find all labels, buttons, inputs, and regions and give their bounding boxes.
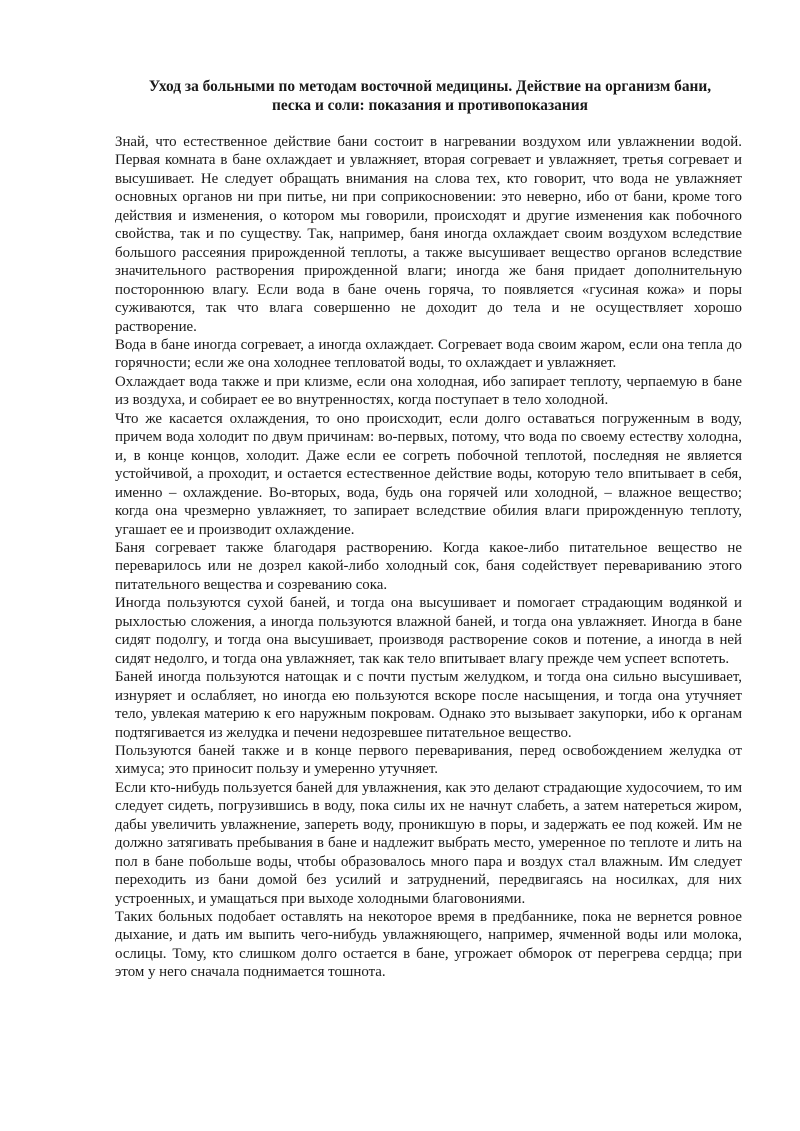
paragraph-8: Пользуются баней также и в конце первого переваривания, перед освобождением желудка от химуса; это приносит пользу и умеренно утучняет. (115, 742, 742, 778)
paragraph-10: Таких больных подобает оставлять на некоторое время в предбаннике, пока не вернется ровное дыхание, и дать им выпить чего-нибудь увлажняющего, например, ячменной воды или молока, ослицы. Тому, кто слишком долго остается в бане, угрожает обморок от перегрева сердца; при этом у него сначала поднимается тошнота. (115, 909, 742, 981)
paragraph-7: Баней иногда пользуются натощак и с почти пустым желудком, и тогда она сильно высушивает, изнуряет и ослабляет, но иногда ею пользуются вскоре после насыщения, и тогда она утучняет тело, увлекая материю к его наружным покровам. Однако это вызывает закупорки, ибо к органам подтягивается из желудка и печени недозревшее питательное вещество. (115, 669, 742, 741)
paragraph-4: Что же касается охлаждения, то оно происходит, если долго оставаться погруженным в воду, причем вода холодит по двум причинам: во-первых, потому, что вода по своему естеству холодна, и, в конце концов, холодит. Даже если ее согреть побочной теплотой, последняя не является устойчивой, а проходит, и остается естественное действие воды, которую тело впитывает в себя, именно – охлаждение. Во-вторых, вода, будь она горячей или холодной, – влажное вещество; когда она чрезмерно увлажняет, то запирает вследствие обилия влаги прирожденную теплоту, угашает ее и производит охлаждение. (115, 410, 742, 538)
paragraph-2: Вода в бане иногда согревает, а иногда охлаждает. Согревает вода своим жаром, если она тепла до горячности; если же она холоднее тепловатой воды, то охлаждает и увлажняет. (115, 336, 742, 372)
document-body (115, 133, 742, 982)
title-line-1: Уход за больными по методам восточной медицины. Действие на организм бани, (148, 78, 712, 95)
paragraph-3: Охлаждает вода также и при клизме, если она холодная, ибо запирает теплоту, черпаемую в бане из воздуха, и собирает ее во внутренностях, когда поступает в тело холодной. (115, 373, 742, 409)
paragraph-1: Знай, что естественное действие бани состоит в нагревании воздухом или увлажнении водой. Первая комната в бане охлаждает и увлажняет, вторая согревает и увлажняет, третья согревает и высушивает. Не следует обращать внимания на слова тех, кто говорит, что вода не увлажняет основных органов ни при питье, ни при соприкосновении: это неверно, ибо от бани, кроме того действия и изменения, о котором мы говорили, происходят и другие изменения как побочного свойства, так и по существу. Так, например, баня иногда охлаждает своим воздухом вследствие большого рассеяния прирожденной теплоты, а также высушивает вещество органов вследствие значительного растворения прирожденной влаги; иногда же баня придает дополнительную постороннюю влагу. Если вода в бане очень горяча, то появляется «гусиная кожа» и поры суживаются, так что влага совершенно не доходит до тела и не осуществляет хорошо растворение. (115, 134, 742, 335)
title-line-2: песка и соли: показания и противопоказания (272, 97, 588, 114)
document-title (100, 77, 760, 115)
paragraph-5: Баня согревает также благодаря растворению. Когда какое-либо питательное вещество не переварилось или не дозрел какой-либо холодный сок, баня содействует перевариванию этого питательного вещества и созреванию сока. (115, 539, 742, 593)
paragraph-6: Иногда пользуются сухой баней, и тогда она высушивает и помогает страдающим водянкой и рыхлостью сложения, а иногда пользуются влажной баней, и тогда она увлажняет. Иногда в бане сидят подолгу, и тогда она высушивает, производя растворение соков и потение, а иногда в ней сидят недолго, и тогда она увлажняет, так как тело впитывает влагу прежде чем успеет вспотеть. (115, 595, 742, 667)
paragraph-9: Если кто-нибудь пользуется баней для увлажнения, как это делают страдающие худосочием, то им следует сидеть, погрузившись в воду, пока силы их не начнут слабеть, а затем натереться жиром, дабы увеличить увлажнение, запереть воду, проникшую в поры, и задержать ее под кожей. Им не должно затягивать пребывания в бане и надлежит выбрать место, умеренное по теплоте и лить на пол в бане побольше воды, чтобы образовалось много пара и воздух стал влажным. Им следует переходить из бани домой без усилий и затруднений, передвигаясь на носилках, для них устроенных, и умащаться при выходе холодными благовониями. (115, 779, 742, 907)
